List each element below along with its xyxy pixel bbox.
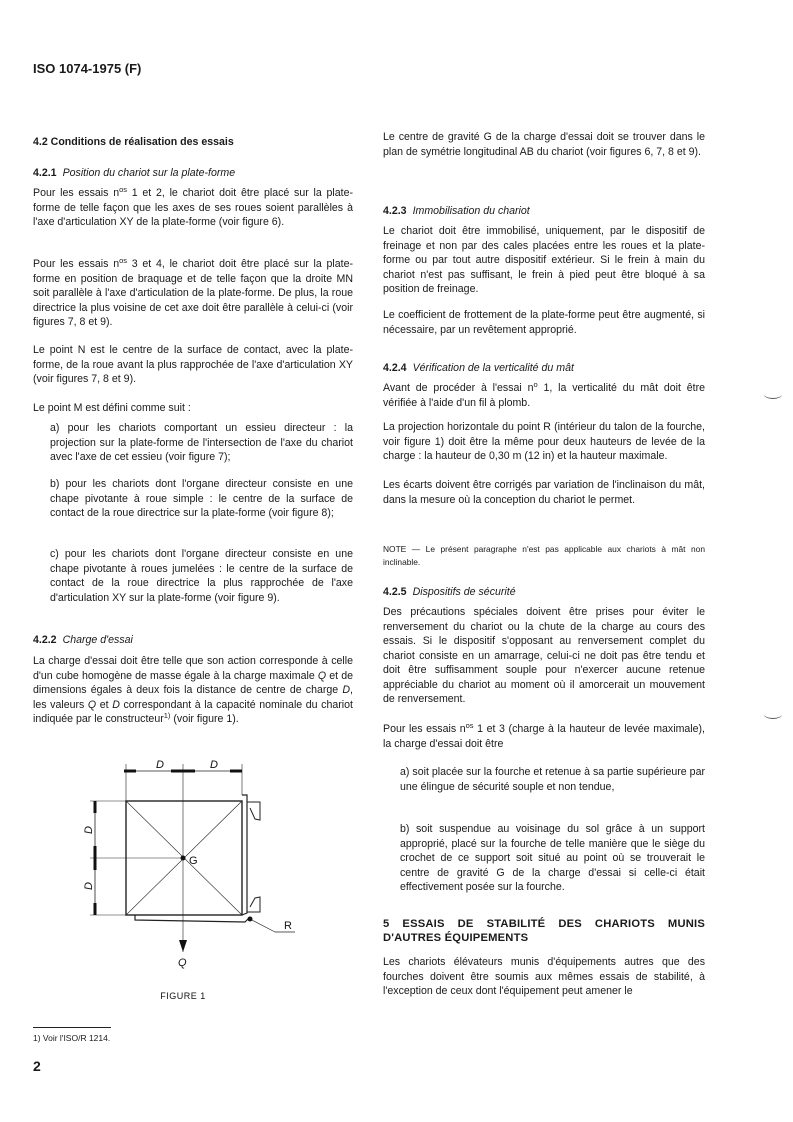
section-number: 4.2.1 <box>33 167 57 179</box>
list-item: b) soit suspendue au voisinage du sol grâce à un support approprié, placé sur la fourche de telle manière que le siège du crochet de ce support soit situé au point où se trouverait le centre de gravité G de la charge d'essai si celle-ci était effectivement posée sur la fourche. <box>400 823 705 893</box>
section-4-2-4-heading: 4.2.4 Vérification de la verticalité du mât <box>383 362 574 374</box>
section-title: Position du chariot sur la plate-forme <box>62 167 236 179</box>
margin-mark <box>764 710 782 719</box>
section-4-2-5-heading: 4.2.5 Dispositifs de sécurité <box>383 586 516 598</box>
paragraph: La projection horizontale du point R (intérieur du talon de la fourche, voir figure 1) doit être la même pour deux hauteurs de levée de la charge : la hauteur de 0,30 m (12 in) et la hauteur maximale. <box>383 421 705 462</box>
page-number: 2 <box>33 1058 41 1074</box>
dimension-label-d: D <box>156 759 164 771</box>
paragraph: Les chariots élévateurs munis d'équipements autres que des fourches doivent être soumis aux mêmes essais de stabilité, à l'exception de ceux dont l'équipement peut amener le <box>383 956 705 997</box>
section-4-2-heading: 4.2 Conditions de réalisation des essais <box>33 136 234 148</box>
load-label: Q <box>178 957 187 969</box>
section-4-2-1-heading <box>33 166 353 181</box>
footnote-divider <box>33 1027 111 1028</box>
document-header: ISO 1074-1975 (F) <box>33 61 142 76</box>
dimension-label-d: D <box>83 826 95 834</box>
paragraph: Le point N est le centre de la surface de contact, avec la plate-forme, de la roue avant la plus rapprochée de l'axe d'articulation XY (voir figures 7, 8 et 9). <box>33 344 353 385</box>
list-item: a) pour les chariots comportant un essieu directeur : la projection sur la plate-forme de l'intersection de l'axe du chariot avec l'axe de cet essieu (voir figure 7); <box>50 422 353 463</box>
section-4-2-2-heading: 4.2.2 Charge d'essai <box>33 634 133 646</box>
paragraph: Le coefficient de frottement de la plate-forme peut être augmenté, si nécessaire, par un revêtement approprié. <box>383 309 705 336</box>
margin-mark <box>764 390 782 399</box>
paragraph: Les écarts doivent être corrigés par variation de l'inclinaison du mât, dans la mesure où la conception du chariot le permet. <box>383 479 705 506</box>
center-of-gravity-label: G <box>189 855 198 867</box>
list-item: b) pour les chariots dont l'organe directeur consiste en une chape pivotante à roue simple : le centre de la surface de contact de la roue directrice sur la plate-forme (voir figure 8); <box>50 478 353 519</box>
paragraph: Le point M est défini comme suit : <box>33 402 191 414</box>
paragraph: Pour les essais $n^{os}$ 1 et 3 (charge à la hauteur de levée maximale), la charge d'essai doit être <box>383 721 705 750</box>
paragraph: Des précautions spéciales doivent être prises pour éviter le renversement du chariot ou la chute de la charge au cours des essais. Si le dispositif s'opposant au renversement complet du chariot consiste en un amarrage, celui-ci ne doit pas être tendu et doit être suffisamment souple pour n'exercer aucune retenue appréciable du chariot au moment où il amorcerait un mouvement de renversement. <box>383 606 705 705</box>
section-5-heading: 5 ESSAIS DE STABILITÉ DES CHARIOTS MUNIS D'AUTRES ÉQUIPEMENTS <box>383 918 705 944</box>
list-item: c) pour les chariots dont l'organe directeur consiste en une chape pivotante à roues jumelées : le centre de la surface de contact de la roue directrice la plus rapprochée de l'axe d'articulation XY sur la plate-forme (voir figure 9). <box>50 548 353 604</box>
paragraph: Pour les essais $n^{os}$ 3 et 4, le chariot doit être placé sur la plate-forme en position de braquage et de telle façon que la droite MN soit parallèle à l'axe d'articulation de la plate-forme. De plus, la roue directrice la plus voisine de cet axe doit être parallèle à celui-ci (voir figures 7, 8 et 9). <box>33 256 353 328</box>
section-4-2-3-heading: 4.2.3 Immobilisation du chariot <box>383 205 530 217</box>
list-item: a) soit placée sur la fourche et retenue à sa partie supérieure par une élingue de sécurité souple et non tendue, <box>400 766 705 793</box>
paragraph: Le chariot doit être immobilisé, uniquement, par le dispositif de freinage et non par des cales placées entre les roues et la plate-forme ou par tout autre dispositif extérieur. Si le frein à main du chariot n'est pas suffisant, le frein à pied peut être bloqué à sa position de freinage. <box>383 225 705 295</box>
paragraph: La charge d'essai doit être telle que son action corresponde à celle d'un cube homogène de masse égale à la charge maximale Q et de dimensions égales à deux fois la distance de centre de charge D, les valeurs Q et D correspondant à la capacité nominale du chariot indiquée par le constructeur$^{1)}$ (voir figure 1). <box>33 655 353 725</box>
point-r-label: R <box>284 920 292 932</box>
dimension-label-d: D <box>210 759 218 771</box>
figure-caption: FIGURE 1 <box>160 991 206 1001</box>
dimension-label-d: D <box>83 882 95 890</box>
note: NOTE — Le présent paragraphe n'est pas applicable aux chariots à mât non inclinable. <box>383 544 705 567</box>
figure-1-diagram <box>80 740 310 1010</box>
paragraph: Avant de procéder à l'essai $n^o$ 1, la verticalité du mât doit être vérifiée à l'aide d'un fil à plomb. <box>383 380 705 409</box>
paragraph: Pour les essais $n^{os}$ 1 et 2, le chariot doit être placé sur la plate-forme de telle façon que les axes de ses roues soient parallèles à l'axe d'articulation XY de la plate-forme (voir figure 6). <box>33 185 353 228</box>
paragraph: Le centre de gravité G de la charge d'essai doit se trouver dans le plan de symétrie longitudinal AB du chariot (voir figures 6, 7, 8 et 9). <box>383 131 705 158</box>
footnote: 1) Voir l'ISO/R 1214. <box>33 1033 111 1043</box>
